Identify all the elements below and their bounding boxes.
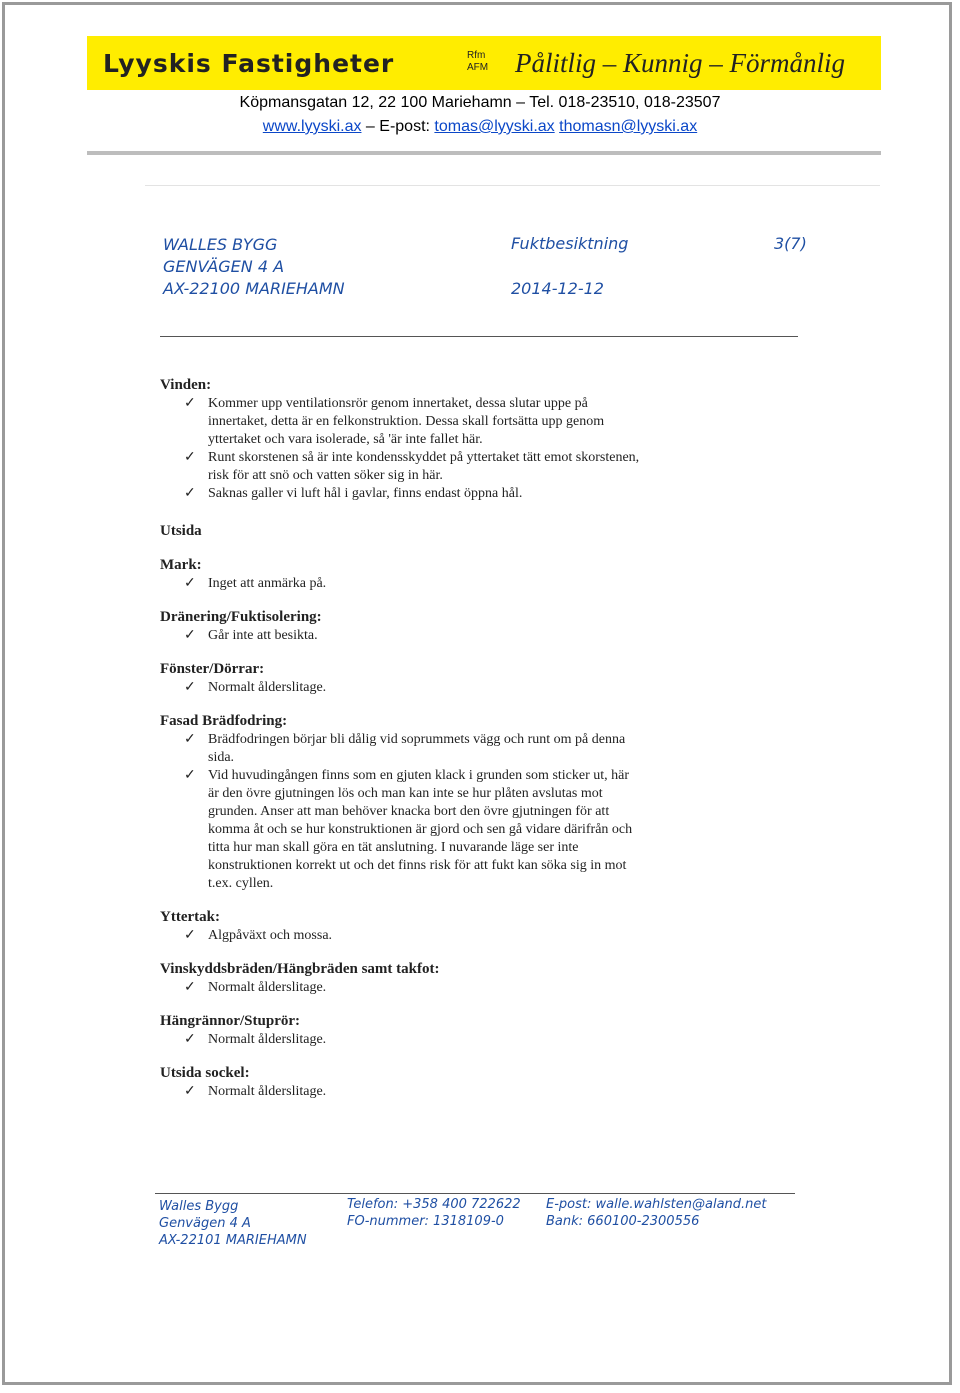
contact-line — [0, 118, 960, 136]
inspection-content — [160, 375, 640, 1101]
section-title: Dränering/Fuktisolering: — [160, 609, 322, 625]
address-line: Köpmansgatan 12, 22 100 Mariehamn – Tel. 018-23510, 018-23507 — [239, 94, 721, 111]
section-mark — [160, 555, 640, 593]
footer-phone: Telefon: +358 400 722622 — [347, 1197, 521, 1212]
check-icon: ✓ — [184, 450, 196, 465]
page-number: 3(7) — [774, 234, 807, 253]
check-icon: ✓ — [184, 1084, 196, 1099]
doc-title: Fuktbesiktning — [511, 234, 629, 253]
section-title: Fönster/Dörrar: — [160, 661, 265, 677]
list-item: ✓ Kommer upp ventilationsrör genom innertaket, dessa slutar uppe på innertaket, detta är en felkonstruktion. Dessa skall fortsätta upp genom yttertaket och vara isolerade, så 'är inte fallet här. — [184, 396, 605, 447]
section-title: Vinskyddsbräden/Hängbräden samt takfot: — [160, 961, 440, 977]
check-icon: ✓ — [184, 396, 196, 411]
slogan: Pålitlig – Kunnig – Förmånlig — [515, 48, 846, 78]
section-yttertak — [160, 907, 640, 945]
footer-email-block — [546, 1196, 767, 1230]
letterhead-divider — [87, 151, 881, 155]
section-title: Hängrännor/Stuprör: — [160, 1013, 301, 1029]
section-hangrannor — [160, 1011, 640, 1049]
footer-company-street: Genvägen 4 A — [159, 1216, 251, 1231]
email-link-1[interactable]: tomas@lyyski.ax — [434, 118, 555, 135]
check-icon: ✓ — [184, 628, 196, 643]
section-fonster — [160, 659, 640, 697]
email-prefix: – E-post: — [361, 118, 435, 135]
footer-company-name: Walles Bygg — [159, 1199, 239, 1214]
section-title: Vinden: — [160, 377, 212, 393]
list-item: ✓ Normalt ålderslitage. — [184, 1084, 327, 1099]
company-logo: Lyyskis Fastigheter — [103, 49, 395, 78]
footer-email: E-post: walle.wahlsten@aland.net — [546, 1197, 767, 1212]
rfm-line2: AFM — [467, 62, 489, 73]
section-title: Utsida sockel: — [160, 1065, 250, 1081]
section-title: Fasad Brädfodring: — [160, 713, 288, 729]
list-item: ✓ Normalt ålderslitage. — [184, 1032, 327, 1047]
check-icon: ✓ — [184, 680, 196, 695]
doc-company-street: GENVÄGEN 4 A — [163, 257, 285, 276]
section-vinskydd — [160, 959, 640, 997]
email-link-2[interactable]: thomasn@lyyski.ax — [559, 118, 698, 135]
list-item: ✓ Inget att anmärka på. — [184, 576, 327, 591]
header-rule — [160, 336, 798, 337]
list-item: ✓ Runt skorstenen så är inte kondensskyddet på yttertaket tätt emot skorstenen, risk för att snö och vatten söker sig in här. — [184, 450, 640, 483]
footer-fo-number: FO-nummer: 1318109-0 — [347, 1214, 504, 1229]
list-item: ✓ Normalt ålderslitage. — [184, 680, 327, 695]
check-icon: ✓ — [184, 486, 196, 501]
section-title: Utsida — [160, 523, 202, 539]
doc-company-block — [163, 234, 345, 300]
list-item: ✓ Algpåväxt och mossa. — [184, 928, 333, 943]
footer-phone-block — [347, 1196, 521, 1230]
website-link[interactable]: www.lyyski.ax — [262, 118, 362, 135]
section-fasad — [160, 711, 640, 893]
list-item: ✓ Vid huvudingången finns som en gjuten klack i grunden som sticker ut, här är den övre gjutningen lös och man kan inte se hur plåten avslutas mot grunden. Anser att man behöver knacka bort den övre gjutningen för att komma åt och se hur konstruktionen är gjord och sen gå vidare därifrån och titta hur man skall göra en tät anslutning. I nuvarande läge ser inte konstruktionen korrekt ut och det finns risk för att fukt kan söka sig in mot t.ex. cyllen. — [184, 768, 633, 891]
check-icon: ✓ — [184, 980, 196, 995]
list-item: ✓ Normalt ålderslitage. — [184, 980, 327, 995]
footer-rule — [155, 1193, 795, 1194]
section-title: Yttertak: — [160, 909, 220, 925]
check-icon: ✓ — [184, 732, 196, 747]
list-item: ✓ Går inte att besikta. — [184, 628, 318, 643]
doc-company-name: WALLES BYGG — [163, 235, 278, 254]
doc-date: 2014-12-12 — [511, 279, 604, 298]
rfm-line1: Rfm — [467, 50, 486, 61]
section-vinden — [160, 375, 640, 503]
check-icon: ✓ — [184, 576, 196, 591]
section-utsida — [160, 521, 640, 541]
list-item: ✓ Saknas galler vi luft hål i gavlar, finns endast öppna hål. — [184, 486, 523, 501]
section-sockel — [160, 1063, 640, 1101]
footer-company — [159, 1198, 307, 1249]
check-icon: ✓ — [184, 768, 196, 783]
list-item: ✓ Brädfodringen börjar bli dålig vid soprummets vägg och runt om på denna sida. — [184, 732, 626, 765]
footer-bank: Bank: 660100-2300556 — [546, 1214, 700, 1229]
scan-edge-line — [145, 185, 880, 186]
doc-company-city: AX-22100 MARIEHAMN — [163, 279, 345, 298]
check-icon: ✓ — [184, 928, 196, 943]
section-title: Mark: — [160, 557, 202, 573]
letterhead-banner — [87, 36, 881, 90]
rfm-badge — [467, 50, 488, 74]
section-dranering — [160, 607, 640, 645]
footer-company-city: AX-22101 MARIEHAMN — [159, 1233, 307, 1248]
check-icon: ✓ — [184, 1032, 196, 1047]
